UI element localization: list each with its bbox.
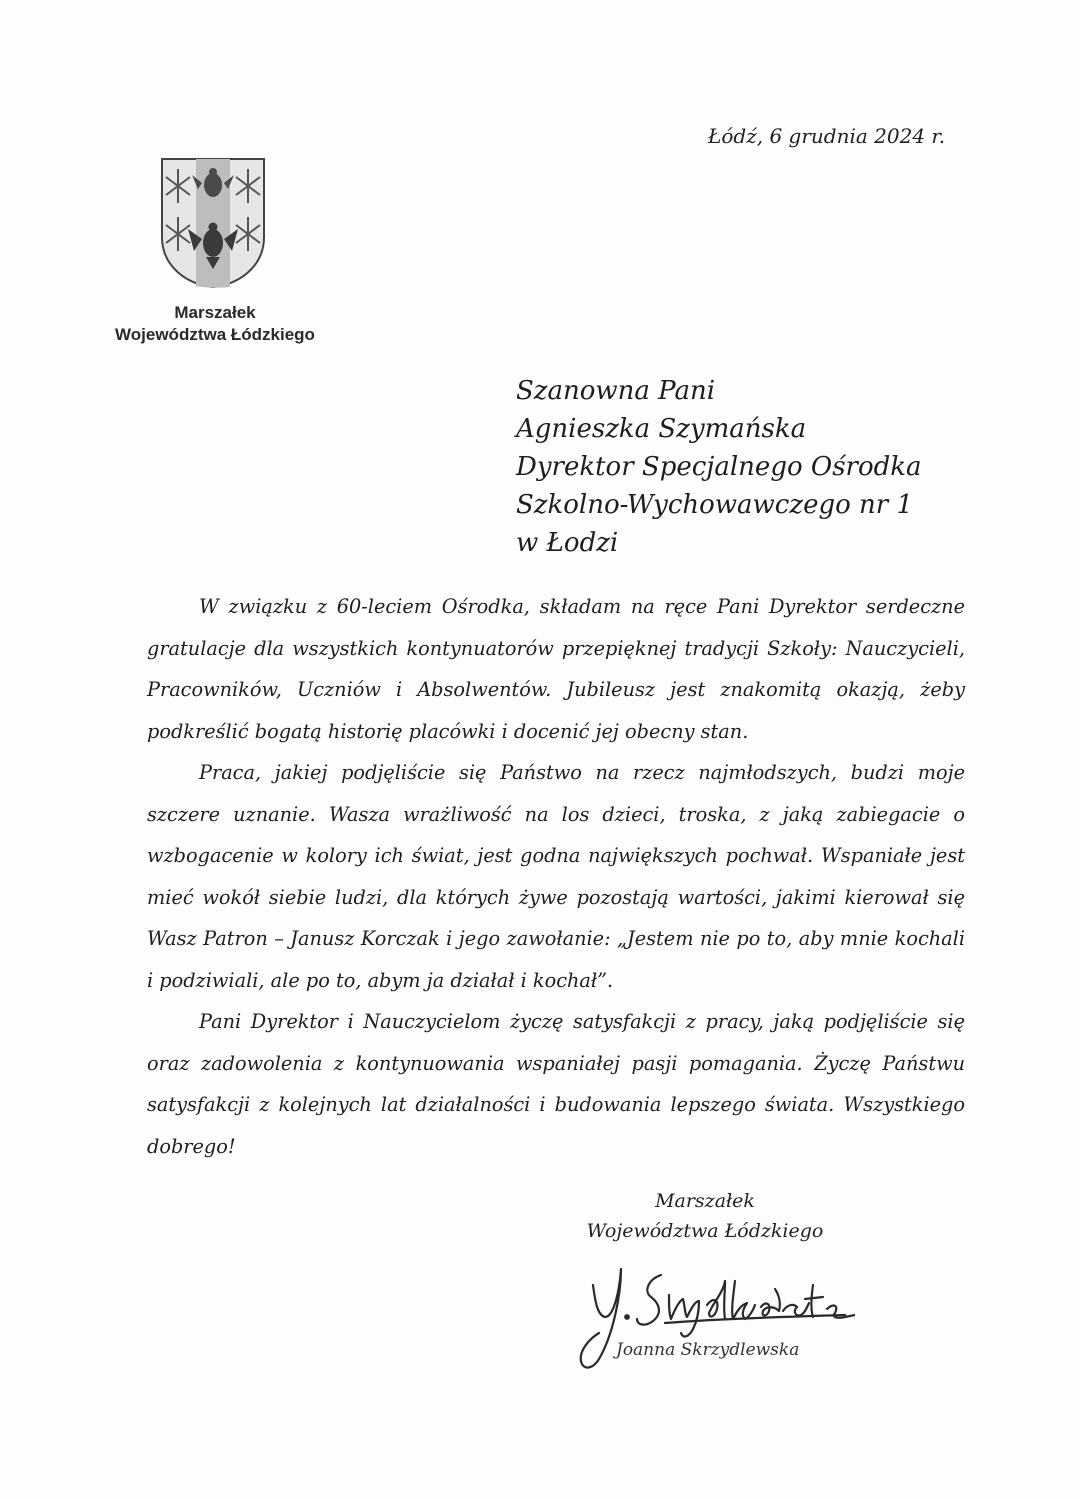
recipient-name: Agnieszka Szymańska [516,414,807,444]
body-paragraph: W związku z 60-leciem Ośrodka, składam na ręce Pani Dyrektor serdeczne gratulacje dla wszystkich kontynuatorów przepięknej tradycji Szkoły: Nauczycieli, Pracowników, Uczniów i Absolwentów. Jubileusz jest znakomitą okazją, żeby podkreślić bogatą historię placówki i docenić jej obecny stan. [147,595,965,743]
recipient-institution: Szkolno-Wychowawczego nr 1 [516,490,913,520]
body-paragraph: Pani Dyrektor i Nauczycielom życzę satysfakcji z pracy, jaką podjęliście się oraz zadowolenia z kontynuowania wspaniałej pasji pomagania. Życzę Państwu satysfakcji z kolejnych lat działalności i budowania lepszego świata. Wszystkiego dobrego! [147,1010,965,1158]
signatory-title [560,1186,850,1246]
recipient-block [516,372,922,562]
office-header [70,302,360,346]
signatory-office: Marszałek [655,1190,755,1212]
letter-date: Łódź, 6 grudnia 2024 r. [708,124,946,148]
office-title: Marszałek [174,303,256,322]
signatory-region: Województwa Łódzkiego [586,1220,824,1242]
body-paragraph: Praca, jakiej podjęliście się Państwo na rzecz najmłodszych, budzi moje szczere uznanie. Wasza wrażliwość na los dzieci, troska, z jaką zabiegacie o wzbogacenie w kolory ich świat, jest godna największych pochwał. Wspaniałe jest mieć wokół siebie ludzi, dla których żywe pozostają wartości, jakimi kierował się Wasz Patron – Janusz Korczak i jego zawołanie: „Jestem nie po to, aby mnie kochali i podziwiali, ale po to, abym ja działał i kochał”. [147,761,965,992]
recipient-position: Dyrektor Specjalnego Ośrodka [516,452,922,482]
letter-body [147,586,965,1167]
signatory-name: Joanna Skrzydlewska [616,1340,800,1360]
office-region: Województwa Łódzkiego [115,325,315,344]
recipient-salutation: Szanowna Pani [516,376,716,406]
recipient-city: w Łodzi [516,528,619,558]
coat-of-arms-icon [158,155,268,290]
